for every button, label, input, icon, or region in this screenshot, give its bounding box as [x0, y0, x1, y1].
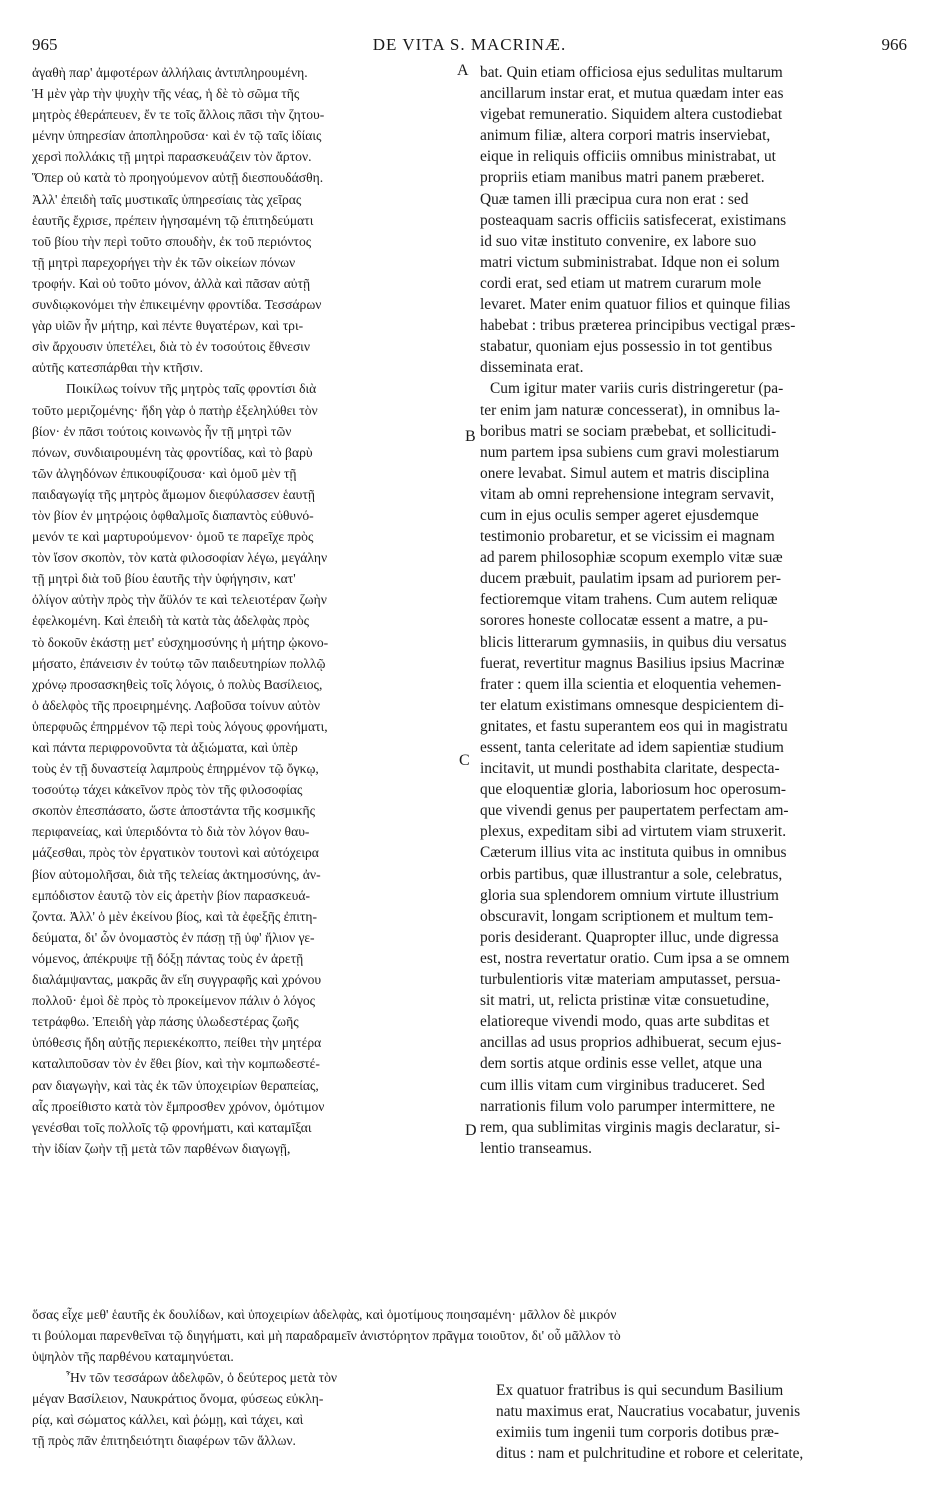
text-line: ditus : nam et pulchritudine et robore et celeritate, — [496, 1445, 804, 1462]
text-line: μήσατο, ἐπάνεισιν ἐν τούτῳ τῶν παιδευτηρίων πολλῷ — [32, 655, 326, 671]
text-line: plexus, expeditam sibi ad virtutem viam struxerit. — [480, 823, 787, 841]
text-line: essent, tanta celeritate ad idem sapientiæ studium — [480, 739, 784, 756]
text-line: boribus matri se sociam præbebat, et sollicitudi- — [480, 422, 777, 440]
text-line: vitam ab omni reprehensione integram servavit, — [480, 485, 775, 503]
text-line: stabatur, quoniam ejus possessio in tot gentibus — [480, 338, 773, 356]
text-line: νόμενος, ἀπέκρυψε τῇ δόξῃ πάντας τοὺς ἐν ἀρετῇ — [32, 950, 304, 966]
text-line: cum illis vitam cum virginibus traduceret. Sed — [480, 1076, 765, 1094]
text-line: γενέσθαι τοῖς πολλοῖς τῷ φρονήματι, καὶ καταμῖξαι — [32, 1119, 312, 1135]
text-line: παιδαγωγίᾳ τῆς μητρὸς ἄμωμον διεφύλασσεν ἑαυτῇ — [32, 486, 315, 502]
text-line: orbis partibus, quæ illustrantur a sole, celebratus, — [480, 865, 783, 883]
text-line: Ex quatuor fratribus is qui secundum Basilium — [496, 1382, 784, 1399]
text-line: propriis etiam manibus matri panem præberet. — [480, 169, 765, 187]
text-line: πολλοῦ· ἐμοὶ δὲ πρὸς τὸ προκείμενον πάλιν ὁ λόγος — [32, 993, 316, 1009]
text-line: lentio transeamus. — [480, 1139, 592, 1157]
page-header — [32, 34, 907, 56]
text-line: Cæterum illius vita ac instituta quibus in omnibus — [480, 844, 787, 862]
text-line: τῇ μητρὶ διὰ τοῦ βίου ἑαυτῆς τὴν ὑφήγησιν, κατ' — [32, 571, 296, 587]
text-line: gnitates, et fastu superantem eos qui in magistratu — [480, 717, 788, 735]
text-line: ὅσας εἶχε μεθ' ἑαυτῆς ἐκ δουλίδων, καὶ ὑποχειρίων ἀδελφὰς, καὶ ὁμοτίμους ποιησαμένη· μᾶλλον δὲ μικρόν — [32, 1307, 617, 1322]
text-line: posteaquam sacris officiis satisfecerat, existimans — [480, 211, 787, 229]
text-line: μάζεσθαι, πρὸς τὸν ἐργατικὸν τουτονὶ καὶ αὐτόχειρα — [32, 845, 319, 861]
text-line: τοὺς ἐν τῇ δυναστείᾳ λαμπροὺς ἐπηρμένον τῷ ὄγκῳ, — [32, 761, 319, 777]
text-line: τῇ μητρὶ παρεχορήγει τὴν ἐκ τῶν οἰκείων πόνων — [32, 254, 296, 270]
text-line: Ἦν τῶν τεσσάρων ἀδελφῶν, ὁ δεύτερος μετὰ τὸν — [66, 1370, 338, 1385]
text-line: eique in reliquis officiis omnibus ministrabat, ut — [480, 148, 776, 166]
text-line: id suo vitæ instituto convenire, ex labore suo — [480, 232, 757, 250]
text-line: σκοπὸν ἐπεσπάσατο, ὥστε ἀποστάντα τῆς κοσμικῆς — [32, 803, 315, 819]
text-line: cordi erat, sed etiam ut matrem curarum mole — [480, 274, 762, 292]
text-line: περιφανείας, καὶ ὑπεριδόντα τὸ διὰ τὸν λόγον θαυ- — [32, 824, 310, 840]
text-line: τὴν ἰδίαν ζωὴν τῇ μετὰ τῶν παρθένων διαγωγῇ, — [32, 1140, 291, 1156]
text-line: habebat : tribus præterea principibus vectigal præs- — [480, 317, 796, 335]
text-line: incitavit, ut mundi posthabita claritate, despecta- — [480, 760, 780, 778]
text-line: μέγαν Βασίλειον, Ναυκράτιος ὄνομα, φύσεως εὐκλη- — [32, 1391, 324, 1406]
section-marker-c: C — [459, 752, 470, 769]
text-line: βίον· ἐν πᾶσι τούτοις κοινωνὸς ἦν τῇ μητρὶ τῶν — [32, 423, 292, 439]
text-line: obscuravit, longam scriptionem et multum tem- — [480, 907, 774, 925]
latin-column — [480, 62, 894, 1159]
text-line: sit matri, ut, relicta pristinæ vitæ consuetudine, — [480, 992, 770, 1010]
text-line: τι βούλομαι παρενθεῖναι τῷ διηγήματι, καὶ μὴ παραδραμεῖν ἀνιστόρητον πρᾶγμα τοιοῦτον, δι' οὗ μᾶλλον τὸ — [32, 1328, 621, 1343]
text-line: ἀγαθὴ παρ' ἀμφοτέρων ἀλλήλαις ἀντιπληρουμένη. — [32, 65, 308, 80]
text-line: ὑπόθεσις ἤδη αὐτῇς περιεκέκοπτο, πείθει τὴν μητέρα — [32, 1035, 322, 1051]
text-line: eximiis tum ingenii tum corporis dotibus præ- — [496, 1424, 779, 1441]
text-line: μένην ὑπηρεσίαν ἀποπληροῦσα· καὶ ἐν τῷ ταῖς ἰδίαις — [32, 128, 322, 144]
text-line: βίον αὐτομολῆσαι, διὰ τῆς τελείας ἀκτημοσύνης, ἀν- — [32, 866, 321, 882]
section-marker-a: A — [457, 62, 469, 79]
text-line: levaret. Mater enim quatuor filios et quinque filias — [480, 296, 791, 314]
text-line: γὰρ υἱῶν ἦν μήτηρ, καὶ πέντε θυγατέρων, καὶ τρι- — [32, 318, 304, 334]
text-line: ter elatum existimans omnesque despicientem di- — [480, 696, 784, 714]
text-line: Ἀλλ' ἐπειδὴ ταῖς μυστικαῖς ὑπηρεσίαις τὰς χεῖρας — [32, 191, 302, 207]
text-line: dem sortis atque ordinis esse vellet, atque una — [480, 1055, 763, 1073]
text-line: poris desiderant. Quapropter illuc, unde digressa — [480, 928, 779, 946]
text-line: elatioreque vivendi modo, quas arte subditas et — [480, 1013, 770, 1031]
text-line: τοῦτο μεριζομένης· ἤδη γὰρ ὁ πατὴρ ἐξεληλύθει τὸν — [32, 402, 318, 418]
text-line: ὑπερφυῶς ἐπηρμένον τῷ περὶ τοὺς λόγους φρονήματι, — [32, 718, 328, 734]
text-line: μενόν τε καὶ μαρτυρούμενον· ὁμοῦ τε παρεῖχε πρὸς — [32, 529, 314, 545]
text-line: fectioremque vitam trahens. Cum autem reliquæ — [480, 591, 778, 609]
text-line: blicis litterarum gymnasiis, in quibus diu versatus — [480, 633, 787, 651]
text-line: disseminata erat. — [480, 359, 584, 377]
greek-column — [32, 62, 462, 1159]
text-line: Ὅπερ οὐ κατὰ τὸ προηγούμενον αὐτῇ διεσπουδάσθη. — [32, 170, 324, 186]
text-line: δεύματα, δι' ὧν ὀνομαστὸς ἐν πάσῃ τῇ ὑφ' ἥλιον γε- — [32, 929, 315, 945]
text-line: τροφήν. Καὶ οὐ τοῦτο μόνον, ἀλλὰ καὶ πᾶσαν αὐτῇ — [32, 275, 311, 291]
text-line: εμπόδιστον ἑαυτῷ τὸν εἰς ἀρετὴν βίον παρασκευά- — [32, 887, 310, 903]
text-line: τῶν ἀλγηδόνων ἐπικουφίζουσα· καὶ ὁμοῦ μὲν τῇ — [32, 465, 297, 481]
text-line: testimonio probaretur, et se vicissim ei magnam — [480, 528, 775, 546]
text-line: animum filiæ, altera corpori matris inserviebat, — [480, 127, 771, 145]
text-line: ὁ ἀδελφὸς τῆς προειρημένης. Λαβοῦσα τοίνυν αὐτὸν — [32, 697, 321, 713]
section-marker-d: D — [465, 1122, 477, 1139]
text-line: πόνων, συνδιαιρουμένη τὰς φροντίδας, καὶ τὸ βαρὺ — [32, 444, 313, 460]
text-line: frater : quem illa scientia et eloquentia vehemen- — [480, 675, 782, 693]
text-line: que vivendi genus per paupertatem perfectam am- — [480, 802, 789, 820]
text-line: τῇ πρὸς πᾶν ἐπιτηδειότητι διαφέρων τῶν ἄλλων. — [32, 1433, 296, 1448]
text-line: ρίᾳ, καὶ σώματος κάλλει, καὶ ῥώμῃ, καὶ τάχει, καὶ — [32, 1412, 304, 1427]
text-line: αὐτῆς κατεσπάρθαι τὴν κτῆσιν. — [32, 360, 204, 376]
page-number-left: 965 — [32, 35, 58, 54]
text-line: τὸν βίον ἐν μητρῴοις ὀφθαλμοῖς διαπαντὸς εὐθυνό- — [32, 507, 314, 523]
text-line: χερσὶ πολλάκις τῇ μητρὶ παρασκευάζειν τὸν ἄρτον. — [32, 149, 312, 165]
text-line: ad parem philosophiæ scopum exemplo vitæ suæ — [480, 549, 783, 567]
text-line: ὀλίγον αὐτὴν πρὸς τὴν ἄϋλόν τε καὶ τελειοτέραν ζωὴν — [32, 592, 327, 608]
text-line: num partem ipsa subiens cum gravi molestiarum — [480, 443, 780, 461]
text-line: ter enim jam naturæ concesserat), in omnibus la- — [480, 401, 781, 419]
text-line: ἑαυτῆς ἔχρισε, πρέπειν ἡγησαμένη τῷ ἐπιτηδεύματι — [32, 212, 314, 228]
text-line: καὶ πάντα περιφρονοῦντα τὰ ἀξιώματα, καὶ ὑπὲρ — [32, 740, 298, 755]
section-marker-b: B — [465, 428, 476, 445]
text-line: ζοντα. Ἀλλ' ὁ μὲν ἐκείνου βίος, καὶ τὰ ἐφεξῆς ἐπιτη- — [32, 908, 318, 924]
text-line: onere levabat. Simul autem et matris disciplina — [480, 464, 770, 482]
text-line: ancillarum instar erat, et mutua quædam inter eas — [480, 85, 784, 103]
text-line: ραν διαγωγὴν, καὶ τὰς ἐκ τῶν ὑποχειρίων θεραπείας, — [32, 1077, 319, 1093]
text-line: gloria sua splendorem omnium virtute illustrium — [480, 886, 779, 904]
text-line: διαλάμψαντας, μακρᾶς ἂν εἴη συγγραφῆς καὶ χρόνου — [32, 972, 322, 988]
text-line: natu maximus erat, Naucratius vocabatur, juvenis — [496, 1403, 801, 1420]
text-line: ὑψηλὸν τῆς παρθένου καταμηνύεται. — [32, 1349, 234, 1364]
page-number-right: 966 — [881, 35, 907, 54]
text-line: χρόνῳ προσασκηθεὶς τοῖς λόγοις, ὁ πολὺς Βασίλειος, — [32, 676, 323, 692]
text-line: σὶν ἄρχουσιν ὑπετέλει, διὰ τὸ ἐν τοσούτοις ἔθνεσιν — [32, 339, 310, 355]
text-line: ducem præbuit, paulatim ipsam ad puriorem per- — [480, 570, 782, 588]
greek-paragraph-naucratius — [32, 1367, 472, 1451]
text-line: τοσούτῳ τάχει κἀκεῖνον πρὸς τὸν τῆς φιλοσοφίας — [32, 782, 303, 798]
text-line: narrationis filum volo parumper intermittere, ne — [480, 1097, 775, 1115]
text-line: turbulentioris vitæ materiam amputasset, persua- — [480, 971, 781, 989]
full-width-paragraph — [32, 1304, 892, 1367]
text-line: que eloquentiæ gloria, laboriosum hoc operosum- — [480, 781, 787, 799]
text-line: αἷς προείθιστο κατὰ τὸν ἔμπροσθεν χρόνον, ὁμότιμον — [32, 1098, 325, 1114]
text-line: Quæ tamen illi præcipua cura non erat : sed — [480, 190, 749, 208]
text-line: τετράφθω. Ἐπειδὴ γὰρ πάσης ὑλωδεστέρας ζωῆς — [32, 1014, 299, 1030]
text-line: Ποικίλως τοίνυν τῆς μητρὸς ταῖς φροντίσι διὰ — [66, 381, 317, 397]
running-title: DE VITA S. MACRINÆ. — [372, 35, 567, 54]
text-line: καταλιποῦσαν τὸν ἐν ἔθει βίον, καὶ τὴν κομπωδεστέ- — [32, 1056, 320, 1072]
text-line: bat. Quin etiam officiosa ejus sedulitas multarum — [480, 64, 783, 81]
text-line: τοῦ βίου τὴν περὶ τοῦτο σπουδὴν, ἐκ τοῦ περιόντος — [32, 233, 312, 249]
text-line: συνδιῳκονόμει τὴν ἐπικειμένην φροντίδα. Τεσσάρων — [32, 297, 322, 313]
text-line: ἐφελκομένη. Καὶ ἐπειδὴ τὰ κατὰ τὰς ἀδελφὰς πρὸς — [32, 613, 310, 629]
text-line: fuerat, revertitur magnus Basilius ipsius Macrinæ — [480, 654, 785, 672]
text-line: vigebat remuneratio. Siquidem altera custodiebat — [480, 106, 783, 124]
text-line: ancillas ad usus proprios adhibuerat, secum ejus- — [480, 1034, 782, 1052]
text-line: est, nostra revertatur oratio. Cum ipsa a se omnem — [480, 949, 790, 967]
text-line: τὸ δοκοῦν ἑκάστῃ μετ' εὐσχημοσύνης ἡ μήτηρ ᾠκονο- — [32, 634, 329, 650]
text-line: μητρὸς ἐθεράπευεν, ἔν τε τοῖς ἄλλοις πᾶσι τὴν ζητου- — [32, 107, 325, 123]
text-line: Ἡ μὲν γὰρ τὴν ψυχὴν τῆς νέας, ἡ δὲ τὸ σῶμα τῆς — [32, 86, 300, 102]
text-line: matri victum subministrabat. Idque non ei solum — [480, 253, 780, 271]
text-line: Cum igitur mater variis curis distringeretur (pa- — [490, 380, 784, 398]
text-line: rem, qua sublimitas virginis magis declaratur, si- — [480, 1118, 781, 1136]
text-line: sorores honeste collocatæ essent a matre, a pu- — [480, 612, 769, 630]
text-line: τὸν ἴσον σκοπὸν, τὸν κατὰ φιλοσοφίαν λέγω, μεγάλην — [32, 550, 328, 566]
latin-paragraph-naucratius — [496, 1380, 896, 1464]
text-line: cum in ejus oculis semper ageret ejusdemque — [480, 506, 759, 524]
